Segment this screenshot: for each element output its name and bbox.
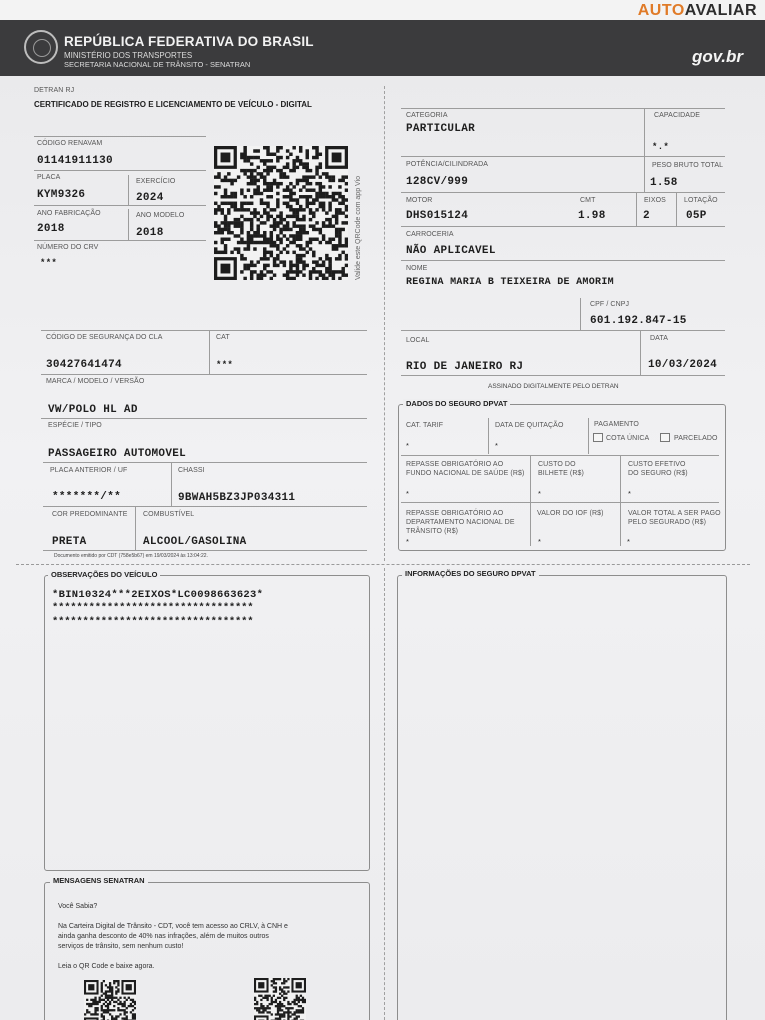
info-dpvat-title: INFORMAÇÕES DO SEGURO DPVAT <box>402 569 539 578</box>
data-quitacao-value: * <box>495 441 498 450</box>
document-title: CERTIFICADO DE REGISTRO E LICENCIAMENTO DE VEÍCULO - DIGITAL <box>34 100 312 109</box>
combustivel-value: ALCOOL/GASOLINA <box>143 536 247 548</box>
carroceria-label: CARROCERIA <box>406 231 454 238</box>
repasse-dnt-value: * <box>406 537 409 546</box>
custo-bilhete-label-2: BILHETE (R$) <box>538 470 584 477</box>
nome-value: REGINA MARIA B TEIXEIRA DE AMORIM <box>406 277 614 288</box>
capacidade-label: CAPACIDADE <box>654 112 700 119</box>
peso-label: PESO BRUTO TOTAL <box>652 162 724 169</box>
parcelado-checkbox[interactable] <box>660 433 670 442</box>
govbr-logo: gov.br <box>691 47 743 66</box>
cor-value: PRETA <box>52 536 87 548</box>
crv-value: *** <box>40 258 58 268</box>
combustivel-label: COMBUSTÍVEL <box>143 511 195 518</box>
mensagens-p1-l3: serviços de trânsito, sem nenhum custo! <box>58 943 184 950</box>
chassi-label: CHASSI <box>178 467 205 474</box>
local-value: RIO DE JANEIRO RJ <box>406 361 524 373</box>
repasse-dnt-label-3: TRÂNSITO (R$) <box>406 528 459 535</box>
cpf-value: 601.192.847-15 <box>590 315 687 327</box>
exercicio-label: EXERCÍCIO <box>136 178 176 185</box>
cor-label: COR PREDOMINANTE <box>52 511 128 518</box>
qr-caption: Valide este QRCode com app Vio <box>355 175 362 280</box>
emitted-note: Documento emitido por CDT (758e5b67) em 19/03/2024 às 13:04:22. <box>54 553 208 559</box>
eixos-value: 2 <box>643 210 650 222</box>
valor-total-label-1: VALOR TOTAL A SER PAGO <box>628 510 721 517</box>
cat-tarif-label: CAT. TARIF <box>406 422 444 429</box>
data-value: 10/03/2024 <box>648 359 718 371</box>
parcelado-label: PARCELADO <box>674 435 718 442</box>
local-label: LOCAL <box>406 337 430 344</box>
cpf-label: CPF / CNPJ <box>590 301 630 308</box>
ano-modelo-label: ANO MODELO <box>136 212 185 219</box>
header-ministry: MINISTÉRIO DOS TRANSPORTES <box>64 51 193 60</box>
especie-value: PASSAGEIRO AUTOMOVEL <box>48 448 187 460</box>
dpvat-title: DADOS DO SEGURO DPVAT <box>403 399 510 408</box>
observacoes-title: OBSERVAÇÕES DO VEÍCULO <box>48 570 160 579</box>
exercicio-value: 2024 <box>136 192 164 204</box>
lotacao-label: LOTAÇÃO <box>684 197 718 204</box>
header-secretariat: SECRETARIA NACIONAL DE TRÂNSITO - SENATRAN <box>64 60 251 69</box>
eixos-label: EIXOS <box>644 197 666 204</box>
placa-value: KYM9326 <box>37 189 86 201</box>
valor-total-label-2: PELO SEGURADO (R$) <box>628 519 707 526</box>
marca-label: MARCA / MODELO / VERSÃO <box>46 378 145 385</box>
qr-code-icon <box>84 980 136 1020</box>
peso-value: 1.58 <box>650 177 678 189</box>
qr-code-icon <box>254 978 306 1020</box>
renavam-label: CÓDIGO RENAVAM <box>37 140 103 147</box>
custo-bilhete-label-1: CUSTO DO <box>538 461 576 468</box>
renavam-value: 01141911130 <box>37 155 113 167</box>
cat-label: CAT <box>216 334 230 341</box>
cota-unica-label: COTA ÚNICA <box>606 435 650 442</box>
crv-label: NÚMERO DO CRV <box>37 244 99 251</box>
pagamento-label: PAGAMENTO <box>594 421 639 428</box>
nome-label: NOME <box>406 265 428 272</box>
cmt-label: CMT <box>580 197 596 204</box>
placa-anterior-label: PLACA ANTERIOR / UF <box>50 467 128 474</box>
especie-label: ESPÉCIE / TIPO <box>48 422 102 429</box>
mensagens-title: MENSAGENS SENATRAN <box>50 876 148 885</box>
ano-fabricacao-value: 2018 <box>37 223 65 235</box>
placa-label: PLACA <box>37 174 61 181</box>
obs-line-3: ********************************* <box>52 616 254 628</box>
obs-line-2: ********************************* <box>52 602 254 614</box>
brasil-seal-icon <box>24 30 58 64</box>
carroceria-value: NÃO APLICAVEL <box>406 245 496 257</box>
cla-value: 30427641474 <box>46 359 122 371</box>
cla-label: CÓDIGO DE SEGURANÇA DO CLA <box>46 334 163 341</box>
data-quitacao-label: DATA DE QUITAÇÃO <box>495 422 564 429</box>
signed-note: ASSINADO DIGITALMENTE PELO DETRAN <box>488 383 619 390</box>
cat-value: *** <box>216 360 234 370</box>
chassi-value: 9BWAH5BZ3JP034311 <box>178 492 296 504</box>
categoria-value: PARTICULAR <box>406 123 476 135</box>
motor-label: MOTOR <box>406 197 433 204</box>
mensagens-p1-l1: Na Carteira Digital de Trânsito - CDT, você tem acesso ao CRLV, à CNH e <box>58 923 288 930</box>
cota-unica-checkbox[interactable] <box>593 433 603 442</box>
info-dpvat-box <box>397 575 727 1020</box>
custo-efetivo-label-1: CUSTO EFETIVO <box>628 461 686 468</box>
cmt-value: 1.98 <box>578 210 606 222</box>
potencia-value: 128CV/999 <box>406 176 469 188</box>
ano-modelo-value: 2018 <box>136 227 164 239</box>
document-header <box>0 20 765 76</box>
detran-label: DETRAN RJ <box>34 87 75 94</box>
mensagens-p1-l2: ainda ganha desconto de 40% nas infrações, além de muitos outros <box>58 933 269 940</box>
qr-code-icon <box>214 146 348 280</box>
header-title: REPÚBLICA FEDERATIVA DO BRASIL <box>64 34 314 49</box>
data-label: DATA <box>650 335 669 342</box>
valor-iof-label: VALOR DO IOF (R$) <box>537 510 604 517</box>
ano-fabricacao-label: ANO FABRICAÇÃO <box>37 210 101 217</box>
categoria-label: CATEGORIA <box>406 112 448 119</box>
cat-tarif-value: * <box>406 441 409 450</box>
mensagens-p2: Leia o QR Code e baixe agora. <box>58 963 155 970</box>
repasse-fns-value: * <box>406 489 409 498</box>
repasse-dnt-label-1: REPASSE OBRIGATÓRIO AO <box>406 510 504 517</box>
capacidade-value: *.* <box>652 142 670 152</box>
valor-iof-value: * <box>538 537 541 546</box>
valor-total-value: * <box>627 537 630 546</box>
repasse-fns-label-2: FUNDO NACIONAL DE SAÚDE (R$) <box>406 470 525 477</box>
motor-value: DHS015124 <box>406 210 469 222</box>
repasse-dnt-label-2: DEPARTAMENTO NACIONAL DE <box>406 519 515 526</box>
potencia-label: POTÊNCIA/CILINDRADA <box>406 161 489 168</box>
repasse-fns-label-1: REPASSE OBRIGATÓRIO AO <box>406 461 504 468</box>
mensagens-question: Você Sabia? <box>58 903 98 910</box>
placa-anterior-value: *******/** <box>52 491 122 503</box>
custo-bilhete-value: * <box>538 489 541 498</box>
watermark-logo: AUTOAVALIAR <box>637 2 757 19</box>
marca-value: VW/POLO HL AD <box>48 404 138 416</box>
custo-efetivo-label-2: DO SEGURO (R$) <box>628 470 688 477</box>
top-strip <box>0 0 765 22</box>
lotacao-value: 05P <box>686 210 707 222</box>
obs-line-1: *BIN10324***2EIXOS*LC0098663623* <box>52 589 264 601</box>
custo-efetivo-value: * <box>628 489 631 498</box>
